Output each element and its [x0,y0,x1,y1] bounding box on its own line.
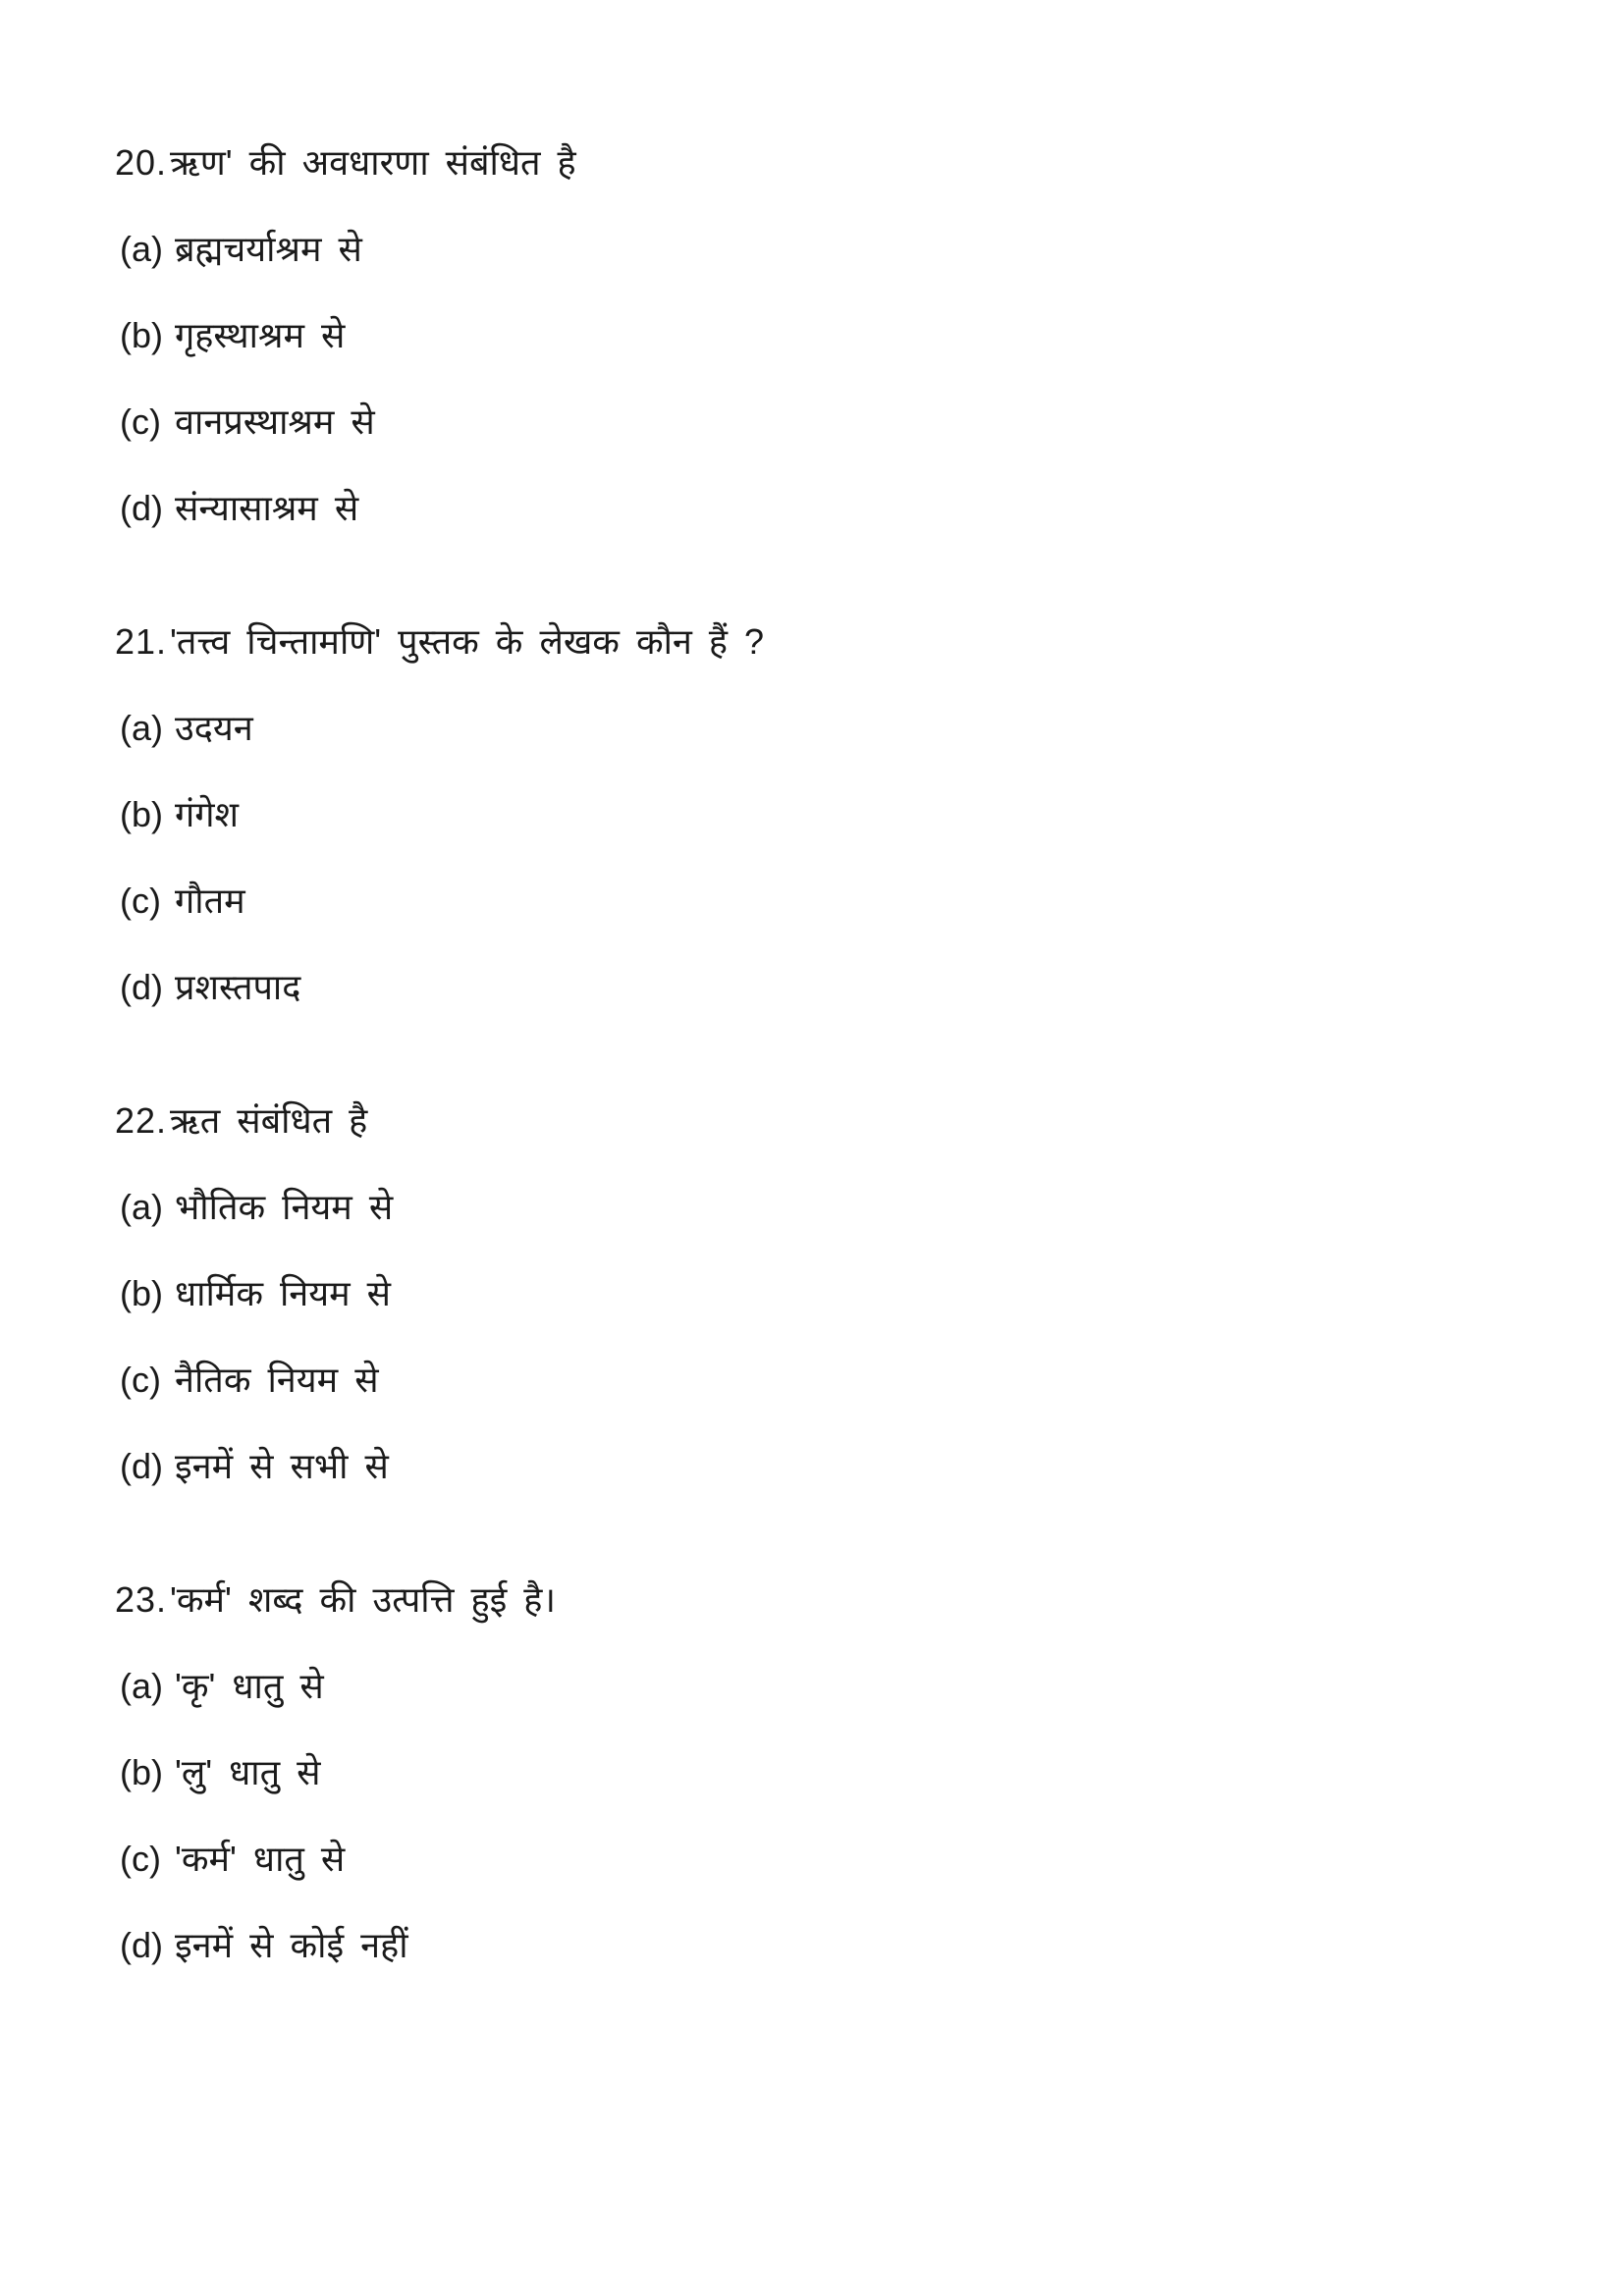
option-row-b [115,1268,1555,1319]
option-text: भौतिक नियम से [175,1187,394,1227]
option-row-d [115,1441,1555,1492]
option-text: वानप्रस्थाश्रम से [175,401,375,442]
option-text: गौतम [175,881,245,921]
option-label: (b) [120,1273,163,1313]
question-text: ऋण' की अवधारणा संबंधित है [170,142,576,183]
option-row-a [115,1182,1555,1233]
question-number: 20. [115,142,168,183]
question-text: ऋत संबंधित है [170,1100,368,1141]
option-row-c [115,1355,1555,1406]
question-line [115,1575,1555,1626]
question-block-23 [115,1575,1555,1971]
option-row-c [115,397,1555,448]
option-text: इनमें से कोई नहीं [175,1925,408,1965]
option-text: इनमें से सभी से [175,1446,389,1486]
question-number: 22. [115,1100,168,1141]
option-label: (c) [120,1360,161,1400]
question-text: 'कर्म' शब्द की उत्पत्ति हुई है। [170,1579,557,1620]
option-label: (d) [120,967,163,1007]
option-row-a [115,1661,1555,1712]
question-text: 'तत्त्व चिन्तामणि' पुस्तक के लेखक कौन हैं ? [170,621,765,662]
option-label: (b) [120,315,163,355]
option-text: धार्मिक नियम से [175,1273,392,1313]
option-text: गृहस्थाश्रम से [175,315,346,355]
option-row-d [115,483,1555,534]
option-text: ब्रह्मचर्याश्रम से [175,229,362,269]
option-row-c [115,1834,1555,1885]
option-row-d [115,1920,1555,1971]
option-text: 'लु' धातु से [175,1752,321,1792]
option-row-b [115,1747,1555,1798]
option-label: (c) [120,1839,161,1879]
question-line [115,616,1555,667]
option-text: 'कृ' धातु से [175,1666,324,1706]
question-number: 23. [115,1579,168,1620]
option-label: (a) [120,1666,163,1706]
option-row-d [115,962,1555,1013]
option-label: (d) [120,488,163,528]
option-text: नैतिक नियम से [175,1360,379,1400]
option-label: (d) [120,1446,163,1486]
option-text: प्रशस्तपाद [175,967,301,1007]
option-row-a [115,224,1555,275]
option-label: (a) [120,708,163,748]
question-line [115,137,1555,188]
question-block-20 [115,137,1555,534]
option-label: (a) [120,1187,163,1227]
option-label: (c) [120,401,161,442]
option-row-a [115,703,1555,754]
option-text: 'कर्म' धातु से [175,1839,346,1879]
question-line [115,1095,1555,1147]
option-row-c [115,876,1555,927]
option-row-b [115,789,1555,840]
question-block-22 [115,1095,1555,1492]
option-label: (d) [120,1925,163,1965]
option-label: (a) [120,229,163,269]
option-label: (c) [120,881,161,921]
option-text: गंगेश [175,794,240,834]
question-number: 21. [115,621,168,662]
option-row-b [115,310,1555,361]
option-label: (b) [120,794,163,834]
option-text: संन्यासाश्रम से [175,488,359,528]
option-text: उदयन [175,708,253,748]
option-label: (b) [120,1752,163,1792]
question-block-21 [115,616,1555,1013]
